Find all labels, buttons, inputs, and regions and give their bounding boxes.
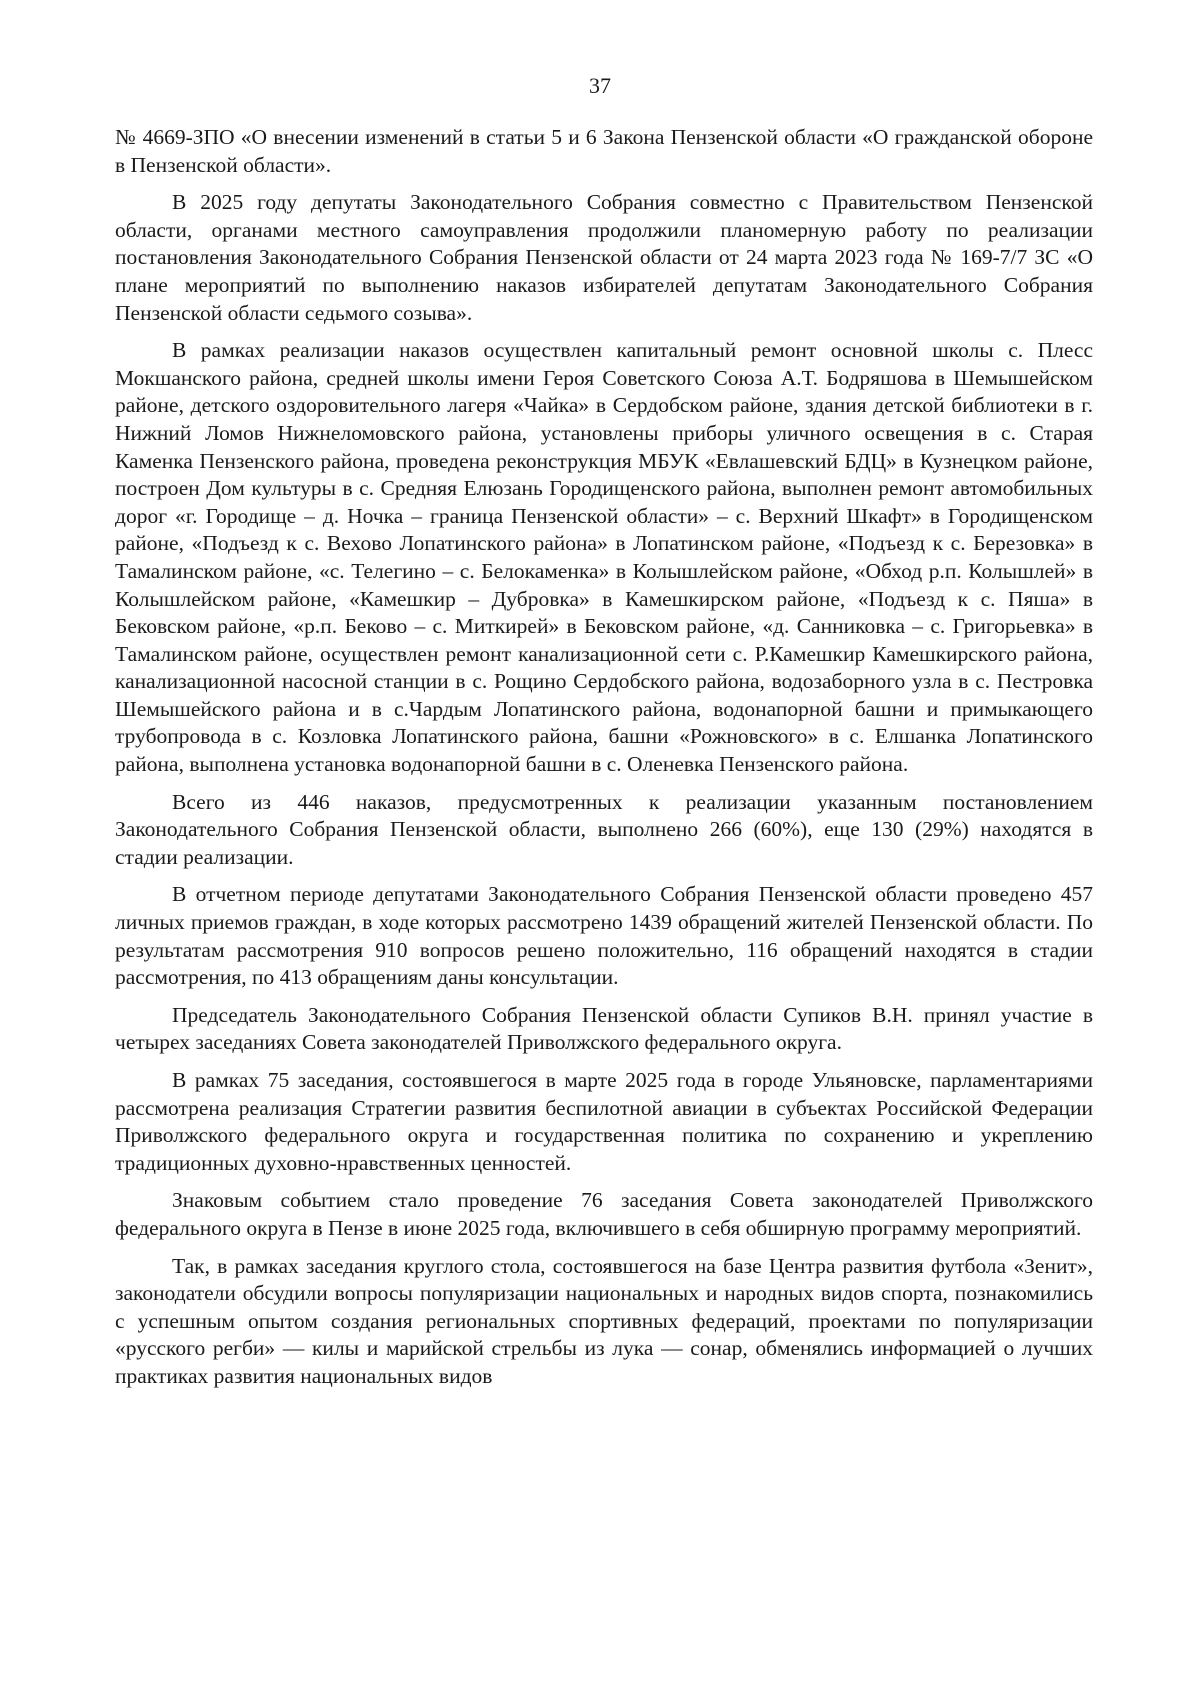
paragraph-76th-meeting: Знаковым событием стало проведение 76 заседания Совета законодателей Приволжского федерального округа в Пензе в июне 2025 года, включившего в себя обширную программу мероприятий. <box>115 1188 1093 1240</box>
paragraph-chairman-participation: Председатель Законодательного Собрания Пензенской области Супиков В.Н. принял участие в четырех заседаниях Совета законодателей Приволжского федерального округа. <box>115 1002 1093 1055</box>
paragraph-citizen-receptions: В отчетном периоде депутатами Законодательного Собрания Пензенской области проведено 457 личных приемов граждан, в ходе которых рассмотрено 1439 обращений жителей Пензенской области. По результатам рассмотрения 910 вопросов решено положительно, 116 обращений находятся в стадии рассмотрения, по 413 обращениям даны консультации. <box>115 882 1093 990</box>
paragraph-mandates-statistics: Всего из 446 наказов, предусмотренных к реализации указанным постановлением Законодательного Собрания Пензенской области, выполнено 266 (60%), еще 130 (29%) находятся в стадии реализации. <box>115 789 1093 869</box>
paragraph-voter-mandates-plan: В 2025 году депутаты Законодательного Собрания совместно с Правительством Пензенской области, органами местного самоуправления продолжили планомерную работу по реализации постановления Законодательного Собрания Пензенской области от 24 марта 2023 года № 169-7/7 ЗС «О плане мероприятий по выполнению наказов избирателей депутатам Законодательного Собрания Пензенской области седьмого созыва». <box>115 190 1093 325</box>
paragraph-75th-meeting: В рамках 75 заседания, состоявшегося в марте 2025 года в городе Ульяновске, парламентариями рассмотрена реализация Стратегии развития беспилотной авиации в субъектах Российской Федерации Приволжского федерального округа и государственная политика по сохранению и укреплению традиционных духовно-нравственных ценностей. <box>115 1068 1093 1175</box>
paragraph-round-table: Так, в рамках заседания круглого стола, состоявшегося на базе Центра развития футбола «Зенит», законодатели обсудили вопросы популяризации национальных и народных видов спорта, познакомились с успешным опытом создания региональных спортивных федераций, проектами по популяризации «русского регби» — килы и марийской стрельбы из лука — сонар, обменялись информацией о лучших практиках развития национальных видов <box>115 1253 1093 1388</box>
page-number: 37 <box>589 73 611 98</box>
document-body <box>115 124 1093 1401</box>
paragraph-law-reference: № 4669-ЗПО «О внесении изменений в статьи 5 и 6 Закона Пензенской области «О гражданской обороне в Пензенской области». <box>115 125 1093 177</box>
paragraph-mandates-implementation: В рамках реализации наказов осуществлен капитальный ремонт основной школы с. Плесс Мокшанского района, средней школы имени Героя Советского Союза А.Т. Бодряшова в Шемышейском районе, детского оздоровительного лагеря «Чайка» в Сердобском районе, здания детской библиотеки в г. Нижний Ломов Нижнеломовского района, установлены приборы уличного освещения в с. Старая Каменка Пензенского района, проведена реконструкция МБУК «Евлашевский БДЦ» в Кузнецком районе, построен Дом культуры в с. Средняя Елюзань Городищенского района, выполнен ремонт автомобильных дорог «г. Городище – д. Ночка – граница Пензенской области» – с. Верхний Шкафт» в Городищенском районе, «Подъезд к с. Вехово Лопатинского района» в Лопатинском районе, «Подъезд к с. Березовка» в Тамалинском районе, «с. Телегино – с. Белокаменка» в Колышлейском районе, «Обход р.п. Колышлей» в Колышлейском районе, «Камешкир – Дубровка» в Камешкирском районе, «Подъезд к с. Пяша» в Бековском районе, «р.п. Беково – с. Миткирей» в Бековском районе, «д. Санниковка – с. Григорьевка» в Тамалинском районе, осуществлен ремонт канализационной сети с. Р.Камешкир Камешкирского района, канализационной насосной станции в с. Рощино Сердобского района, водозаборного узла в с. Пестровка Шемышейского района и в с.Чардым Лопатинского района, водонапорной башни и примыкающего трубопровода в с. Козловка Лопатинского района, башни «Рожновского» в с. Елшанка Лопатинского района, выполнена установка водонапорной башни в с. Оленевка Пензенского района. <box>115 338 1093 777</box>
